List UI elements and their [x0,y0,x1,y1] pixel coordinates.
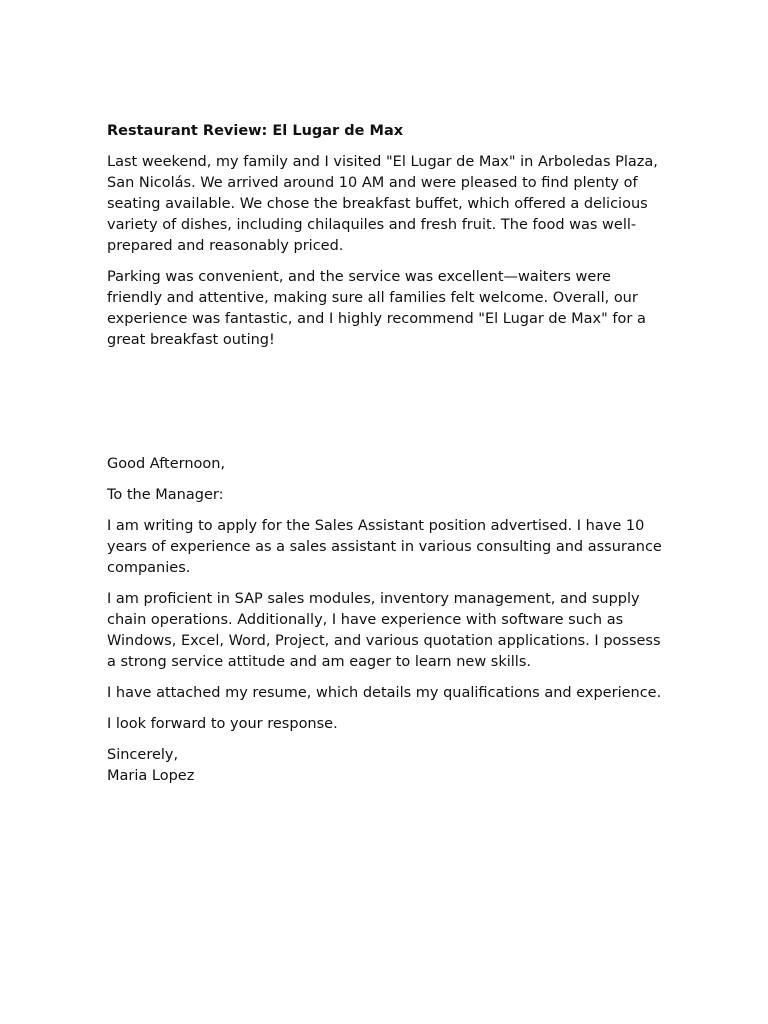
letter-paragraph-3: I have attached my resume, which details my qualifications and experience. [107,685,662,701]
review-paragraph-1: Last weekend, my family and I visited "El Lugar de Max" in Arboledas Plaza, San Nicolás. We arrived around 10 AM and were pleased to find plenty of seating available. We chose the breakfast buffet, which offered a delicious variety of dishes, including chilaquiles and fresh fruit. The food was well-prepared and reasonably priced. [107,154,658,254]
letter-paragraph-1: I am writing to apply for the Sales Assistant position advertised. I have 10 years of experience as a sales assistant in various consulting and assurance companies. [107,518,662,576]
section-spacer [107,361,668,454]
letter-salutation: To the Manager: [107,487,224,503]
review-paragraph-2: Parking was convenient, and the service was excellent—waiters were friendly and attentive, making sure all families felt welcome. Overall, our experience was fantastic, and I highly recommend "El Lugar de Max" for a great breakfast outing! [107,269,646,348]
letter-paragraph-2: I am proficient in SAP sales modules, inventory management, and supply chain operations. Additionally, I have experience with software such as Windows, Excel, Word, Project, and various quotation applications. I possess a strong service attitude and am eager to learn new skills. [107,591,661,670]
cover-letter [107,454,668,787]
letter-greeting: Good Afternoon, [107,456,226,472]
restaurant-review [107,121,668,351]
review-title: Restaurant Review: El Lugar de Max [107,123,404,139]
letter-paragraph-4: I look forward to your response. [107,716,338,732]
letter-closing: Sincerely, [107,747,179,763]
letter-signature: Maria Lopez [107,768,195,784]
